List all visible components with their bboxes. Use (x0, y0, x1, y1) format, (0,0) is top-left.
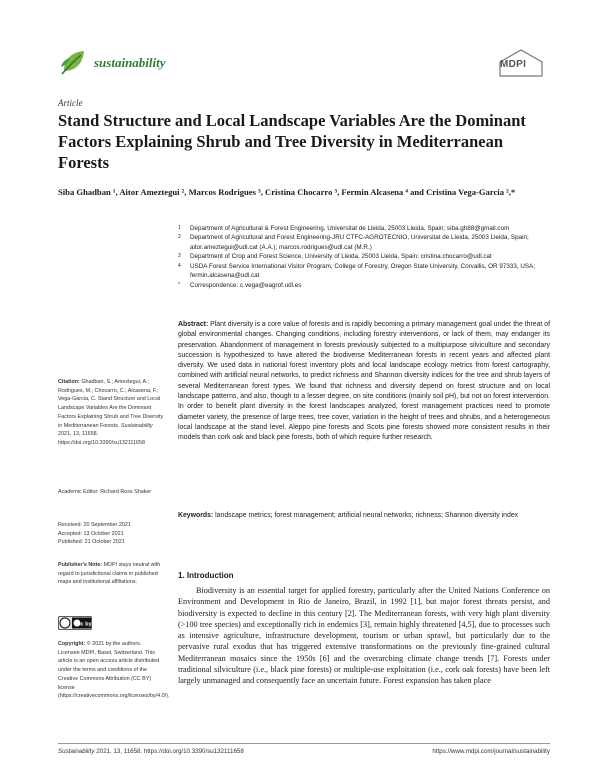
copyright-notice: Copyright: © 2021 by the authors. Licensee MDPI, Basel, Switzerland. This article is an open access article distributed under the terms and conditions of the Creative Commons Attribution (CC BY) license (https://creativecommons.org/licenses/by/4.0/). (58, 641, 170, 700)
article-title: Stand Structure and Local Landscape Variables Are the Dominant Factors Explaining Shrub and Tree Diversity in Mediterranean Forests (58, 111, 526, 172)
affiliations (178, 224, 548, 291)
publication-dates (58, 521, 164, 547)
keywords (178, 511, 550, 521)
abstract-label: Abstract: (178, 321, 209, 328)
correspondence: * Correspondence: c.vega@eagrof.udl.es (178, 282, 302, 290)
affiliation-1: 1 Department of Agricultural & Forest Engineering, Universitat de Lleida, 25003 Lleida, Spain; siba.gh88@gmail.com (178, 225, 510, 232)
author-list: Siba Ghadban ¹, Aitor Ameztegui ², Marcos Rodrigues ³, Cristina Chocarro ³, Fermin Alcasena ⁴ and Cristina Vega-Garcia ²,* (58, 187, 516, 197)
keywords-label: Keywords: (178, 512, 214, 519)
accepted-date: Accepted: 13 October 2021 (58, 530, 124, 537)
footer-citation: Sustainability 2021, 13, 11658. https://doi.org/10.3390/su132111658 (58, 748, 244, 755)
sustainability-leaf-icon (58, 47, 88, 77)
academic-editor: Academic Editor: Richard Ross Shaker (58, 489, 152, 495)
abstract-text: Plant diversity is a core value of forests and is rapidly becoming a primary management goal under the threat of global environmental changes. Changing conditions, including forestry interventions, or lack of them, may endanger its preservation. Abandonment of management in forests previously subjected to a multipurpose silviculture and secondary succession is hypothesized to have altered the biodiverse Mediterranean forests in recent years and affected plant diversity. We used data in national forest inventory plots and local landscape ecology metrics from forest cartography, combined with artificial neural networks, to predict richness and Shannon diversity indices for the tree and shrub layers of several Mediterranean forest types. We found that richness and diversity depend on forest structure and on local landscape patterns, and also, though to a lesser degree, on site conditions (mainly soil pH), but not on forest intervention. In order to benefit plant diversity in the forest landscapes analyzed, forest management practices need to promote diameter variety, the presence of large trees, tree cover, variation in the height of trees and shrubs, and a heterogeneous local landscape at the stand level. Aleppo pine forests and Scots pine forests showed more consistent results in their models than cork oak and black pine forests, both of which require further research. (178, 321, 550, 442)
cc-by-license-icon[interactable] (58, 616, 92, 630)
article-type: Article (58, 98, 83, 108)
affiliation-3: 3 Department of Crop and Forest Science, University of Lleida, 25003 Lleida, Spain; cristina.chocarro@udl.cat (178, 253, 492, 261)
received-date: Received: 20 September 2021 (58, 522, 131, 528)
citation-block: Citation: Ghadban, S.; Ameztegui, A.; Rodrigues, M.; Chocarro, C.; Alcasena, F.; Vega-Garcia, C. Stand Structure and Local Landscape Variables Are the Dominant Factors Explaining Shrub and Tree Diversity in Mediterranean Forests. Sustainability 2021, 13, 11658. https://doi.org/10.3390/su132111658 (58, 379, 164, 446)
citation-doi-link[interactable]: 2021, 13, 11658. https://doi.org/10.3390/su132111658 (58, 431, 146, 446)
introduction-paragraph: Biodiversity is an essential target for applied forestry, particularly after the United Nations Conference on Environment and Development in Rio de Janeiro, Brazil, in 1992 [1], but major forest threats persist, and biodiversity is expected to decline in this century [2]. The Mediterranean forests, with very high plant diversity (>100 tree species) and exceptionally rich in endemics [3], remain highly threatened [4,5], due to processes such as intensive agriculture, infrastructure development, tourism or urban sprawl, but particularly due to the pervasive rural exodus that has triggered extensive transformations on the previously fine-grained cultural Mediterranean mosaics since the 1950s [6] and the overarching climate change trends [7]. Forests under traditional silviculture (i.e., black pine forests) or multiple-use exploitation (i.e., cork oak forests) have been left largely unmanaged and consequently face an uncertain future. Forest expansion has taken place (178, 586, 550, 685)
footer-journal-url[interactable]: https://www.mdpi.com/journal/sustainability (432, 748, 550, 755)
publisher-note: Publisher's Note: MDPI stays neutral with regard to jurisdictional claims in published maps and institutional affiliations. (58, 562, 161, 586)
affiliation-4: 4 USDA Forest Service International Visitor Program, College of Forestry, Oregon State University, Corvallis, OR 97333, USA; fermin.alcasena@udl.cat (178, 262, 536, 280)
footer-divider (58, 743, 550, 744)
introduction-body (178, 585, 550, 686)
publisher-name: MDPI (500, 59, 527, 70)
abstract (178, 320, 550, 444)
section-heading-introduction: 1. Introduction (178, 571, 234, 580)
journal-name[interactable]: sustainability (94, 55, 166, 70)
keywords-text: landscape metrics; forest management; artificial neural networks; richness; Shannon diversity index (213, 512, 519, 519)
affiliation-2: 2 Department of Agricultural and Forest Engineering-JRU CTFC-AGROTECNIO, Universitat de Lleida, 25003 Lleida, Spain; aitor.ameztegui@udl.cat (A.A.); marcos.rodrigues@udl.cat (M.R.) (178, 234, 529, 251)
footer-doi-link[interactable]: 2021, 13, 11658. https://doi.org/10.3390/su132111658 (94, 748, 244, 755)
cc-badge-label: cc by (77, 621, 92, 628)
published-date: Published: 21 October 2021 (58, 539, 125, 546)
